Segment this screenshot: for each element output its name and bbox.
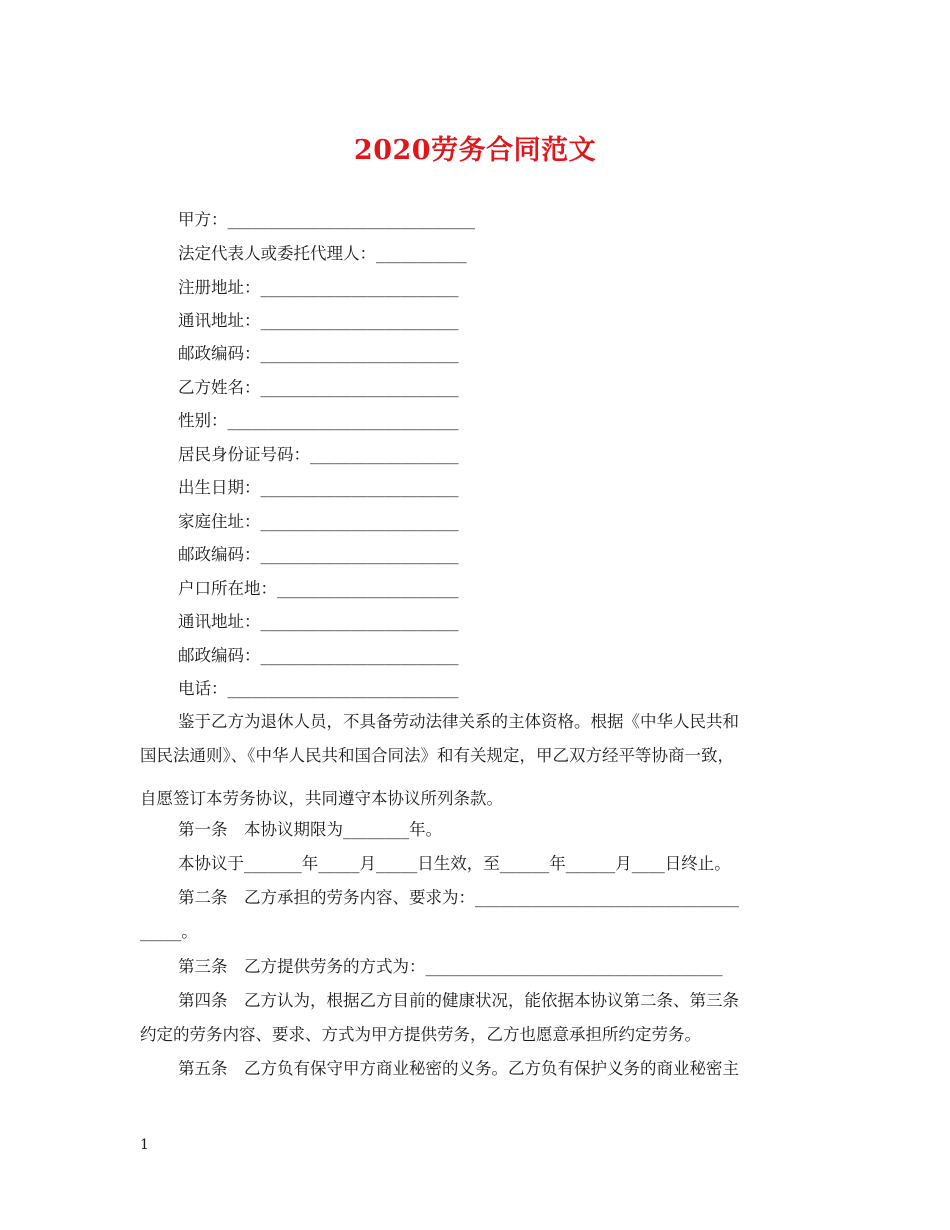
article-5-line-1: 第五条 乙方负有保守甲方商业秘密的义务。乙方负有保护义务的商业秘密主 [178,1059,739,1078]
preamble-line-2: 国民法通则》、《中华人民共和国合同法》和有关规定，甲乙双方经平等协商一致， [140,746,734,765]
article-3: 第三条 乙方提供劳务的方式为：____________________________________ [178,957,723,976]
field-postal-code-a: 邮政编码：________________________ [178,344,459,363]
field-postal-code-b: 邮政编码：________________________ [178,545,459,564]
field-party-b-name: 乙方姓名：________________________ [178,378,459,397]
preamble-line-1: 鉴于乙方为退休人员，不具备劳动法律关系的主体资格。根据《中华人民共和 [178,712,739,731]
field-contact-address-a: 通讯地址：________________________ [178,311,459,330]
field-home-address: 家庭住址：________________________ [178,512,459,531]
article-1: 第一条 本协议期限为________年。 [178,820,442,839]
field-postal-code-c: 邮政编码：________________________ [178,646,459,665]
article-2-line-2: _____。 [140,922,198,941]
field-party-a: 甲方：______________________________ [178,210,475,229]
field-household-registration: 户口所在地：______________________ [178,579,459,598]
article-2-line-1: 第二条 乙方承担的劳务内容、要求为：________________________________ [178,888,739,907]
field-gender: 性别：____________________________ [178,411,459,430]
article-4-line-1: 第四条 乙方认为，根据乙方目前的健康状况，能依据本协议第二条、第三条 [178,991,739,1010]
article-1-detail: 本协议于_______年_____月_____日生效，至______年______月____日终止。 [178,854,731,873]
field-contact-address-b: 通讯地址：________________________ [178,612,459,631]
field-legal-representative: 法定代表人或委托代理人：___________ [178,244,467,263]
field-id-number: 居民身份证号码：__________________ [178,445,459,464]
page-number: 1 [140,1137,149,1153]
article-4-line-2: 约定的劳务内容、要求、方式为甲方提供劳务，乙方也愿意承担所约定劳务。 [140,1025,701,1044]
preamble-line-3: 自愿签订本劳务协议，共同遵守本协议所列条款。 [140,789,503,808]
field-birth-date: 出生日期：________________________ [178,478,459,497]
field-phone: 电话：____________________________ [178,679,459,698]
document-title: 2020劳务合同范文 [353,135,597,166]
field-registered-address: 注册地址：________________________ [178,278,459,297]
